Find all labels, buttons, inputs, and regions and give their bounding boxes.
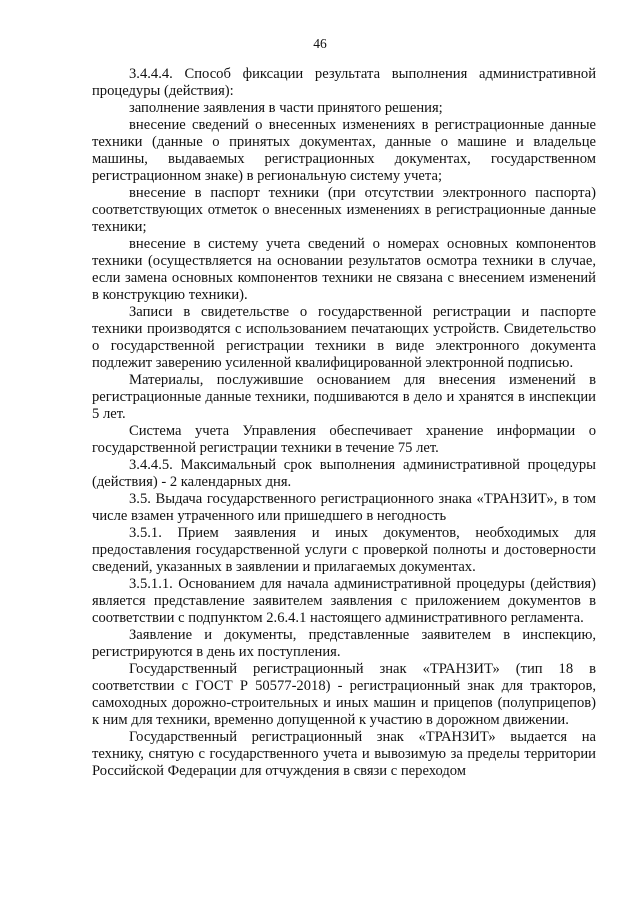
page-number: 46 [313,36,327,51]
paragraph-regional-system: внесение сведений о внесенных изменениях в регистрационные данные техники (данные о принятых документах, данные о машине и владельце машины, выдаваемых регистрационных документах, государственном регистрационном знаке) в региональную систему учета; [92,117,596,184]
paragraph-transit-sign-issued: Государственный регистрационный знак «ТРАНЗИТ» выдается на технику, снятую с государственного учета и вывозимую за пределы территории Российской Федерации для отчуждения в связи с переходом [92,729,596,779]
paragraph-component-numbers: внесение в систему учета сведений о номерах основных компонентов техники (осуществляется на основании результатов осмотра техники в случае, если замена основных компонентов техники не связана с внесением изменений в конструкцию техники). [92,236,596,303]
paragraph-3-4-4-5: 3.4.4.5. Максимальный срок выполнения административной процедуры (действия) - 2 календарных дня. [92,457,596,490]
paragraph-fill-application: заполнение заявления в части принятого решения; [129,100,443,116]
paragraph-registration-day: Заявление и документы, представленные заявителем в инспекцию, регистрируются в день их поступления. [92,627,596,660]
paragraph-certificate-records: Записи в свидетельстве о государственной регистрации и паспорте техники производятся с использованием печатающих устройств. Свидетельство о государственной регистрации техники в виде электронного документа подлежит заверению усиленной квалифицированной электронной подписью. [92,304,596,371]
paragraph-materials-storage: Материалы, послужившие основанием для внесения изменений в регистрационные данные техники, подшиваются в дело и хранятся в инспекции 5 лет. [92,372,596,422]
paragraph-3-5: 3.5. Выдача государственного регистрационного знака «ТРАНЗИТ», в том числе взамен утраченного или пришедшего в негодность [92,491,596,524]
paragraph-3-5-1: 3.5.1. Прием заявления и иных документов, необходимых для предоставления государственной услуги с проверкой полноты и достоверности сведений, указанных в заявлении и прилагаемых документах. [92,525,596,575]
paragraph-3-4-4-4: 3.4.4.4. Способ фиксации результата выполнения административной процедуры (действия): [92,66,596,99]
paragraph-3-5-1-1: 3.5.1.1. Основанием для начала административной процедуры (действия) является представление заявителем заявления с приложением документов в соответствии с подпунктом 2.6.4.1 настоящего административного регламента. [92,576,596,626]
paragraph-transit-sign-type: Государственный регистрационный знак «ТРАНЗИТ» (тип 18 в соответствии с ГОСТ Р 50577-2018) - регистрационный знак для тракторов, самоходных дорожно-строительных и иных машин и прицепов (полуприцепов) к ним для техники, временно допущенной к участию в дорожном движении. [92,661,596,728]
paragraph-passport-marks: внесение в паспорт техники (при отсутствии электронного паспорта) соответствующих отметок о внесенных изменениях в регистрационные данные техники; [92,185,596,235]
document-body [92,66,596,780]
paragraph-storage-75-years: Система учета Управления обеспечивает хранение информации о государственной регистрации техники в течение 75 лет. [92,423,596,456]
